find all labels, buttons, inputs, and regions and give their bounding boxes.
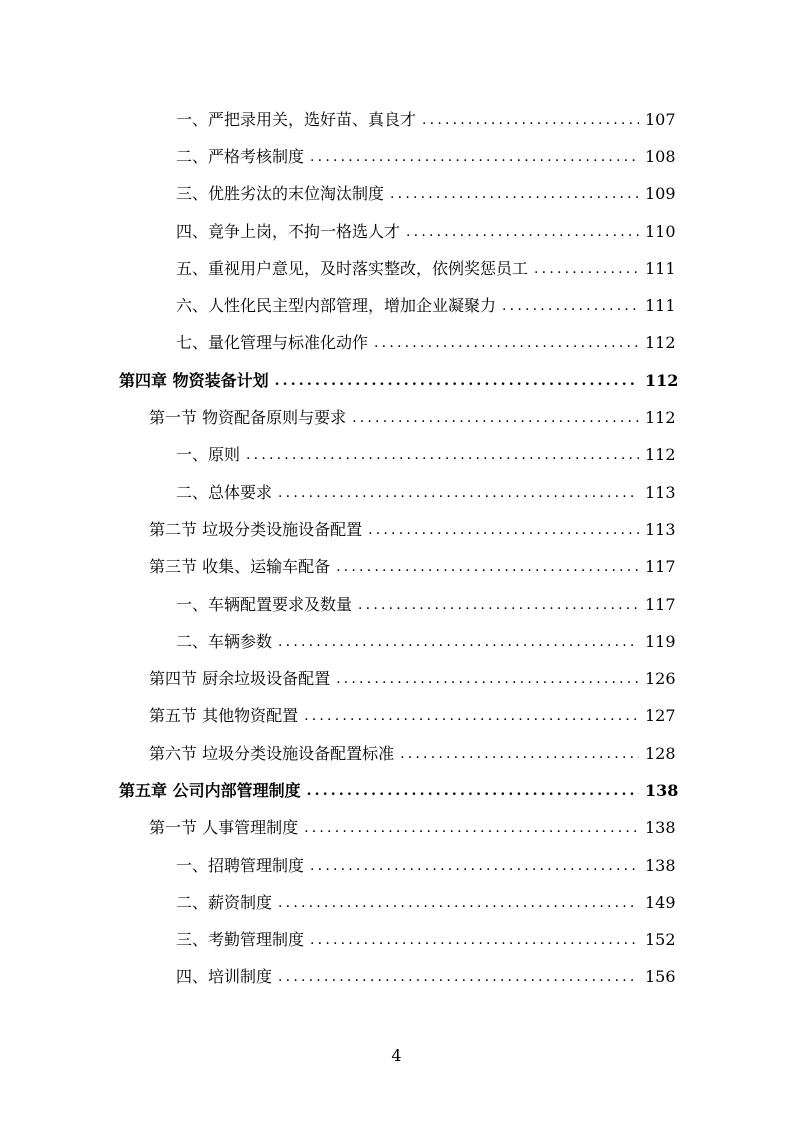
toc-entry-page: 112 [645,408,676,428]
dot-leader [352,408,639,428]
toc-entry-page: 127 [645,706,676,726]
toc-entry-title: 一、车辆配置要求及数量 [176,594,353,614]
toc-chapter-title: 第四章 物资装备计划 [119,370,269,390]
toc-entry[interactable] [0,138,793,175]
toc-entry-page: 138 [645,780,679,800]
toc-entry[interactable] [0,250,793,287]
toc-entry-page: 138 [645,855,676,875]
toc-entry[interactable] [0,176,793,213]
toc-entry-page: 111 [645,296,676,316]
dot-leader [406,222,639,242]
toc-entry[interactable] [0,287,793,324]
dot-leader [390,184,639,204]
toc-section-title: 第六节 垃圾分类设施设备配置标准 [149,743,395,763]
toc-entry-page: 112 [645,445,676,465]
toc-entry-page: 113 [645,482,676,502]
toc-entry-title: 一、招聘管理制度 [176,855,305,875]
toc-section-entry[interactable] [0,660,793,697]
dot-leader [278,967,639,987]
dot-leader [275,371,639,391]
toc-entry-title: 二、薪资制度 [176,892,273,912]
toc-section-title: 第五节 其他物资配置 [149,706,299,726]
toc-chapter-title: 第五章 公司内部管理制度 [119,780,301,800]
toc-entry-page: 152 [645,930,676,950]
dot-leader [304,818,639,838]
toc-section-entry[interactable] [0,810,793,847]
dot-leader [336,557,639,577]
toc-chapter-entry[interactable] [0,362,793,399]
toc-entry-page: 111 [645,258,676,278]
dot-leader [534,259,639,279]
toc-entry-page: 128 [645,743,676,763]
table-of-contents [0,101,793,996]
toc-entry-title: 二、严格考核制度 [176,146,305,166]
page-number: 4 [391,1046,402,1065]
dot-leader [374,333,639,353]
toc-entry-title: 六、人性化民主型内部管理，增加企业凝聚力 [176,296,497,316]
toc-entry-title: 四、竟争上岗，不拘一格选人才 [176,221,401,241]
dot-leader [368,520,639,540]
dot-leader [246,445,639,465]
dot-leader [502,296,639,316]
toc-entry[interactable] [0,959,793,996]
toc-section-entry[interactable] [0,511,793,548]
toc-entry[interactable] [0,623,793,660]
toc-section-title: 第四节 厨余垃圾设备配置 [149,669,331,689]
toc-entry-title: 二、车辆参数 [176,631,273,651]
dot-leader [310,930,639,950]
dot-leader [278,483,639,503]
toc-entry-page: 113 [645,519,676,539]
toc-entry-page: 109 [645,184,676,204]
dot-leader [307,781,639,801]
toc-entry[interactable] [0,884,793,921]
toc-entry[interactable] [0,101,793,138]
toc-entry-title: 三、考勤管理制度 [176,930,305,950]
toc-entry-page: 110 [645,221,676,241]
dot-leader [304,706,639,726]
dot-leader [422,110,639,130]
toc-entry-page: 149 [645,892,676,912]
toc-entry-title: 一、严把录用关，选好苗、真良才 [176,109,417,129]
toc-entry-title: 七、量化管理与标准化动作 [176,333,369,353]
dot-leader [400,744,639,764]
toc-entry-title: 三、优胜劣汰的末位淘汰制度 [176,184,385,204]
toc-entry-title: 五、重视用户意见，及时落实整改，依例奖惩员工 [176,258,529,278]
toc-entry-title: 二、总体要求 [176,482,273,502]
toc-entry-page: 108 [645,146,676,166]
toc-entry-page: 112 [645,370,679,390]
toc-entry[interactable] [0,922,793,959]
toc-entry-page: 117 [645,557,676,577]
toc-entry-page: 156 [645,967,676,987]
toc-entry-page: 117 [645,594,676,614]
toc-entry[interactable] [0,437,793,474]
toc-entry-page: 112 [645,333,676,353]
toc-section-title: 第二节 垃圾分类设施设备配置 [149,519,363,539]
toc-entry[interactable] [0,586,793,623]
toc-entry[interactable] [0,847,793,884]
toc-entry-page: 119 [645,631,676,651]
toc-section-entry[interactable] [0,549,793,586]
toc-chapter-entry[interactable] [0,772,793,809]
toc-entry[interactable] [0,474,793,511]
toc-entry[interactable] [0,213,793,250]
dot-leader [336,669,639,689]
toc-entry-page: 138 [645,818,676,838]
toc-section-title: 第一节 物资配备原则与要求 [149,408,347,428]
toc-entry-page: 126 [645,669,676,689]
dot-leader [358,595,639,615]
dot-leader [278,893,639,913]
toc-section-entry[interactable] [0,399,793,436]
toc-section-entry[interactable] [0,735,793,772]
dot-leader [278,632,639,652]
toc-section-title: 第三节 收集、运输车配备 [149,557,331,577]
toc-section-title: 第一节 人事管理制度 [149,818,299,838]
toc-entry-title: 一、原则 [176,445,241,465]
toc-section-entry[interactable] [0,698,793,735]
toc-entry-title: 四、培训制度 [176,967,273,987]
dot-leader [310,856,639,876]
toc-entry[interactable] [0,325,793,362]
dot-leader [310,147,639,167]
toc-entry-page: 107 [645,109,676,129]
